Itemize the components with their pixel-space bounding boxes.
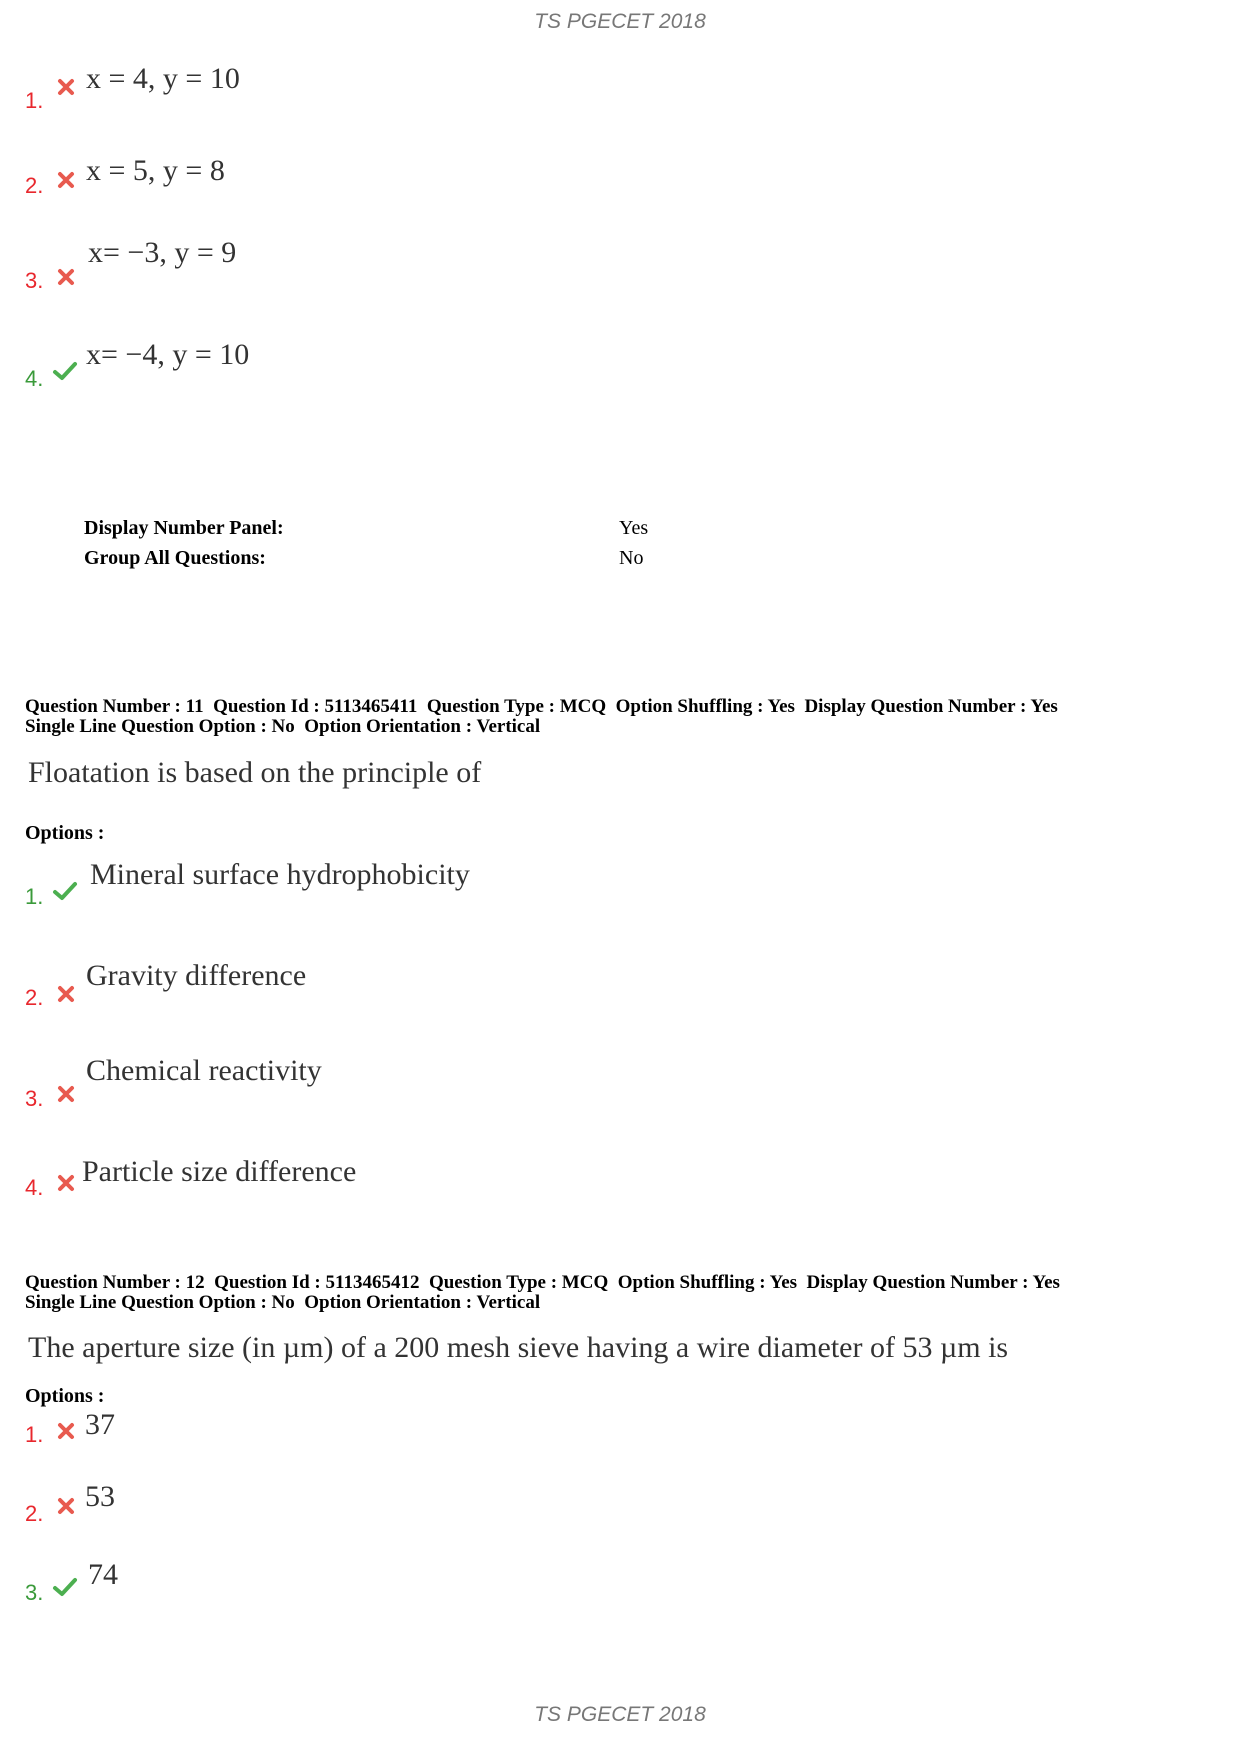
checkmark-icon [52,360,78,382]
group-all-questions-value: No [619,547,644,569]
option-number: 4. [25,1175,44,1200]
option-number: 2. [25,985,44,1010]
option-number: 1. [25,88,44,113]
checkmark-icon [52,1576,78,1598]
question-meta-line1: Question Number : 12 Question Id : 5113465412 Question Type : MCQ Option Shuffling : Yes Display Question Number : Yes [25,1272,1060,1293]
question-text: The aperture size (in µm) of a 200 mesh sieve having a wire diameter of 53 µm is [28,1331,1009,1364]
option-number: 3. [25,1580,44,1605]
option-number: 4. [25,366,44,391]
question-meta-line1: Question Number : 11 Question Id : 5113465411 Question Type : MCQ Option Shuffling : Yes Display Question Number : Yes [25,696,1058,717]
page-header: TS PGECET 2018 [534,10,706,33]
option-text: Chemical reactivity [86,1054,322,1087]
option-number: 3. [25,1086,44,1111]
option-text: Gravity difference [86,959,307,992]
option-number: 2. [25,1501,44,1526]
option-text: Mineral surface hydrophobicity [90,858,470,891]
display-number-panel-value: Yes [619,517,649,539]
question-meta-line2: Single Line Question Option : No Option Orientation : Vertical [25,716,541,737]
option-number: 2. [25,173,44,198]
option-text: 74 [88,1558,118,1591]
option-number: 1. [25,884,44,909]
display-number-panel-label: Display Number Panel: [84,517,284,539]
cross-icon [55,266,77,288]
cross-icon [55,983,77,1005]
cross-icon [55,76,77,98]
cross-icon [55,1420,77,1442]
checkmark-icon [52,880,78,902]
option-text: x = 4, y = 10 [86,62,240,95]
option-text: 53 [85,1480,115,1513]
option-number: 3. [25,268,44,293]
option-text: Particle size difference [82,1155,357,1188]
options-label: Options : [25,822,105,844]
option-text: x= −3, y = 9 [88,236,237,269]
cross-icon [55,1495,77,1517]
option-text: x = 5, y = 8 [86,154,225,187]
cross-icon [55,169,77,191]
options-label: Options : [25,1385,105,1407]
question-meta-line2: Single Line Question Option : No Option Orientation : Vertical [25,1292,541,1313]
question-text: Floatation is based on the principle of [28,756,482,789]
page-footer: TS PGECET 2018 [534,1703,706,1726]
option-text: x= −4, y = 10 [86,338,250,371]
cross-icon [55,1083,77,1105]
option-text: 37 [85,1408,115,1441]
cross-icon [55,1172,77,1194]
group-all-questions-label: Group All Questions: [84,547,266,569]
option-number: 1. [25,1422,44,1447]
